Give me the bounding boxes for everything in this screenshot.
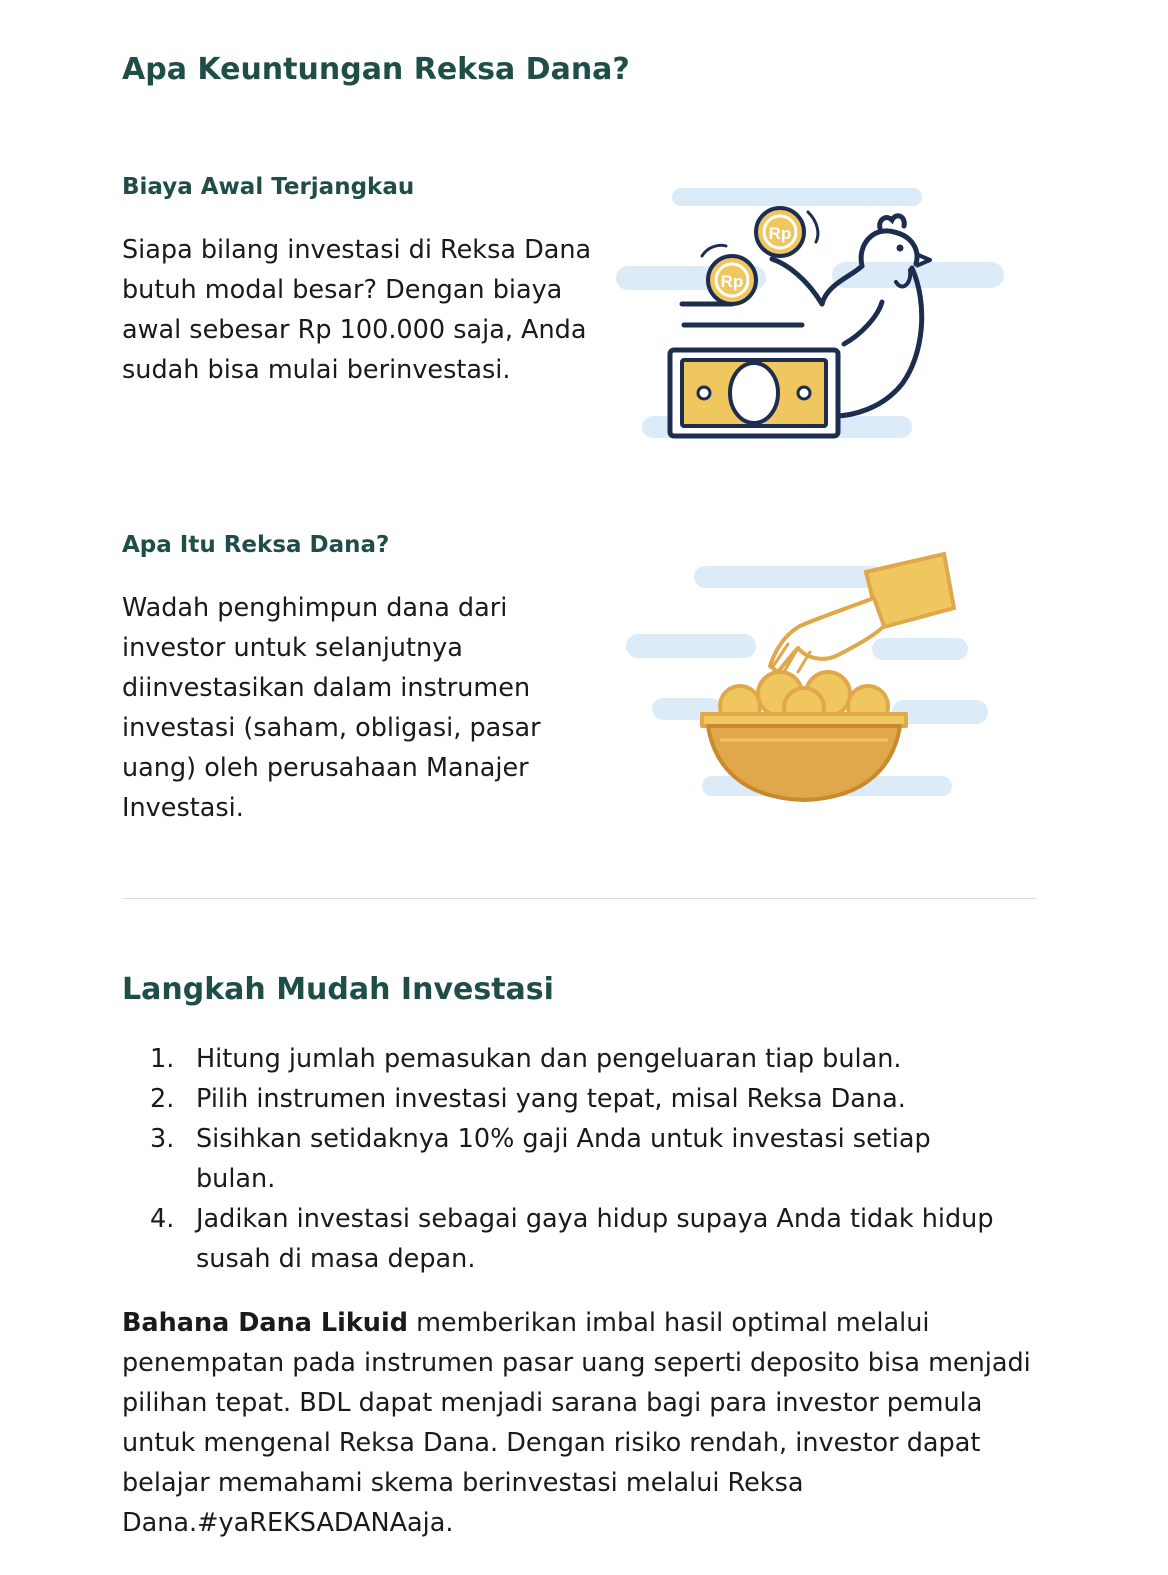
step-text: Jadikan investasi sebagai gaya hidup supaya Anda tidak hidup susah di masa depan. [196,1204,994,1274]
section-body-biaya: Siapa bilang investasi di Reksa Dana butuh modal besar? Dengan biaya awal sebesar Rp 100.000 saja, Anda sudah bisa mulai berinvestasi. [122,235,592,385]
step-number: 2. [150,1084,175,1114]
hand-coins-basket-icon [622,548,998,808]
list-item [150,1079,1010,1119]
steps-title: Langkah Mudah Investasi [122,972,554,1007]
closing-paragraph [122,1303,1052,1543]
steps-list [150,1039,1010,1279]
list-item [150,1119,1010,1199]
step-number: 1. [150,1044,175,1074]
svg-text:Rp: Rp [720,272,744,291]
step-number: 3. [150,1124,175,1154]
money-chicken-icon [612,184,1012,454]
hashtag: #yaREKSADANAaja. [197,1508,454,1538]
step-text: Hitung jumlah pemasukan dan pengeluaran tiap bulan. [196,1044,902,1074]
step-number: 4. [150,1204,175,1234]
section-divider [122,898,1036,899]
list-item [150,1199,1010,1279]
list-item [150,1039,1010,1079]
step-text: Pilih instrumen investasi yang tepat, misal Reksa Dana. [196,1084,906,1114]
page-title: Apa Keuntungan Reksa Dana? [122,52,630,87]
section-body-apa-itu: Wadah penghimpun dana dari investor untuk selanjutnya diinvestasikan dalam instrumen investasi (saham, obligasi, pasar uang) oleh perusahaan Manajer Investasi. [122,593,541,823]
closing-text: memberikan imbal hasil optimal melalui penempatan pada instrumen pasar uang seperti deposito bisa menjadi pilihan tepat. BDL dapat menjadi sarana bagi para investor pemula untuk mengenal Reksa Dana. Dengan risiko rendah, investor dapat belajar memahami skema berinvestasi melalui Reksa Dana. [122,1308,1031,1538]
section-heading-apa-itu: Apa Itu Reksa Dana? [122,532,390,558]
step-text: Sisihkan setidaknya 10% gaji Anda untuk investasi setiap bulan. [196,1124,931,1194]
section-heading-biaya: Biaya Awal Terjangkau [122,174,415,200]
svg-text:Rp: Rp [768,224,792,243]
brand-name: Bahana Dana Likuid [122,1308,408,1338]
